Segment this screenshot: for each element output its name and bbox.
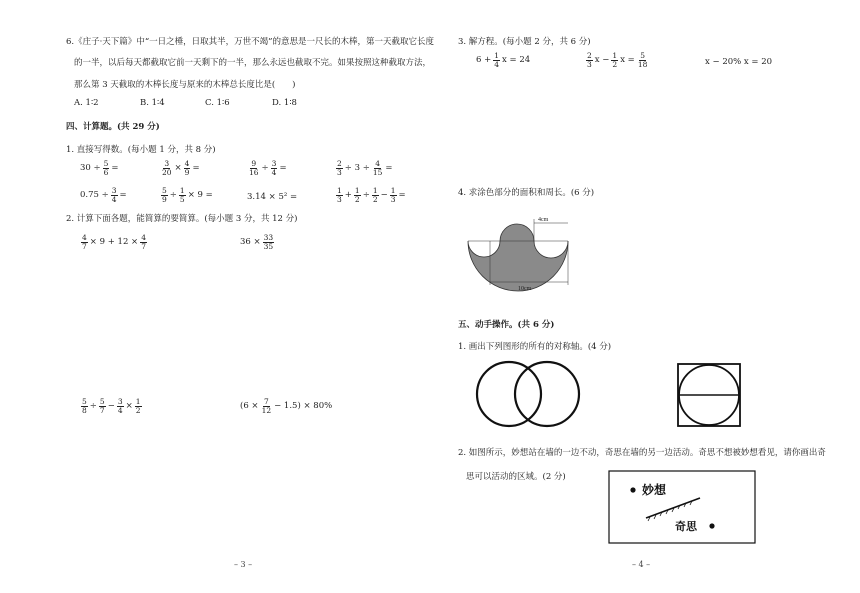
- q1-expr-3: $\frac{9}{16}$ ÷ $\frac{3}{4}$ =: [249, 159, 287, 177]
- q1-expr-6: $\frac{5}{9}$ ÷ $\frac{1}{5}$ × 9 =: [162, 186, 213, 204]
- q1-expr-2: $\frac{3}{20}$ × $\frac{4}{9}$ =: [162, 159, 200, 177]
- q1-expr-7: 3.14 × 5² =: [247, 192, 298, 202]
- wall-figure: [608, 470, 758, 545]
- label-4cm: 4cm: [538, 217, 549, 223]
- q3-title: 3. 解方程。(每小题 2 分，共 6 分): [458, 37, 591, 47]
- label-qisi: 奇思: [675, 520, 697, 533]
- q2-title: 2. 计算下面各题，能简算的要简算。(每小题 3 分，共 12 分): [66, 214, 298, 224]
- section5-title: 五、动手操作。(共 6 分): [458, 320, 555, 330]
- q1-expr-5: 0.75 ÷ $\frac{3}{4}$ =: [80, 186, 127, 204]
- q6-option-c: C. 1∶6: [205, 98, 230, 108]
- shaded-region: [468, 224, 568, 291]
- q3-expr-3: x − 20% x = 20: [705, 57, 773, 67]
- overlapping-circles-figure: [475, 360, 585, 430]
- page-number-left: – 3 –: [234, 560, 253, 569]
- q6-option-b: B. 1∶4: [140, 98, 165, 108]
- label-10cm: 10cm: [518, 286, 532, 292]
- label-miaoxiang: 妙想: [642, 483, 667, 497]
- q2-expr-3: $\frac{5}{8}$ ÷ $\frac{5}{7}$ − $\frac{3}{4}$ × $\frac{1}{2}$: [82, 397, 141, 415]
- q6-line2: 的一半，以后每天都截取它前一天剩下的一半，那么永远也截取不完。如果按照这种截取方法，: [74, 58, 432, 68]
- q1-title: 1. 直接写得数。(每小题 1 分，共 8 分): [66, 145, 216, 155]
- q5-2-line1: 2. 如图所示，妙想站在墙的一边不动，奇思在墙的另一边活动。奇思不想被妙想看见，请你画出奇: [458, 448, 826, 458]
- q3-expr-1: 6 + $\frac{1}{4}$ x = 24: [476, 51, 531, 69]
- q6-option-a: A. 1∶2: [74, 98, 99, 108]
- q2-expr-1: $\frac{4}{7}$ × 9 + 12 × $\frac{4}{7}$: [82, 233, 146, 251]
- q2-expr-2: 36 × $\frac{33}{35}$: [240, 233, 274, 251]
- q5-1-title: 1. 画出下列图形的所有的对称轴。(4 分): [458, 342, 612, 352]
- q4-title: 4. 求涂色部分的面积和周长。(6 分): [458, 188, 595, 198]
- shaded-region-figure: [460, 205, 590, 295]
- q2-expr-4: (6 × $\frac{7}{12}$ − 1.5) × 80%: [240, 397, 333, 415]
- q5-2-line2: 思可以活动的区域。(2 分): [466, 472, 566, 482]
- section4-title: 四、计算题。(共 29 分): [66, 122, 160, 132]
- q3-expr-2: $\frac{2}{3}$ x − $\frac{1}{2}$ x = $\frac{5}{18}$: [587, 51, 648, 69]
- q6-line1: 6.《庄子·天下篇》中“一日之棰，日取其半，万世不竭”的意思是一尺长的木棒，第一天截取它长度: [66, 37, 435, 47]
- page-number-right: – 4 –: [632, 560, 651, 569]
- q1-expr-8: $\frac{1}{3}$ + $\frac{1}{2}$ ÷ $\frac{1}{2}$ − $\frac{1}{3}$ =: [337, 186, 406, 204]
- q1-expr-1: 30 ÷ $\frac{5}{6}$ =: [80, 159, 119, 177]
- q1-expr-4: $\frac{2}{3}$ ÷ 3 ÷ $\frac{4}{15}$ =: [337, 159, 393, 177]
- q6-option-d: D. 1∶8: [272, 98, 297, 108]
- square-circle-figure: [676, 362, 746, 432]
- q6-line3: 那么第 3 天截取的木棒长度与原来的木棒总长度比是( ): [74, 80, 296, 90]
